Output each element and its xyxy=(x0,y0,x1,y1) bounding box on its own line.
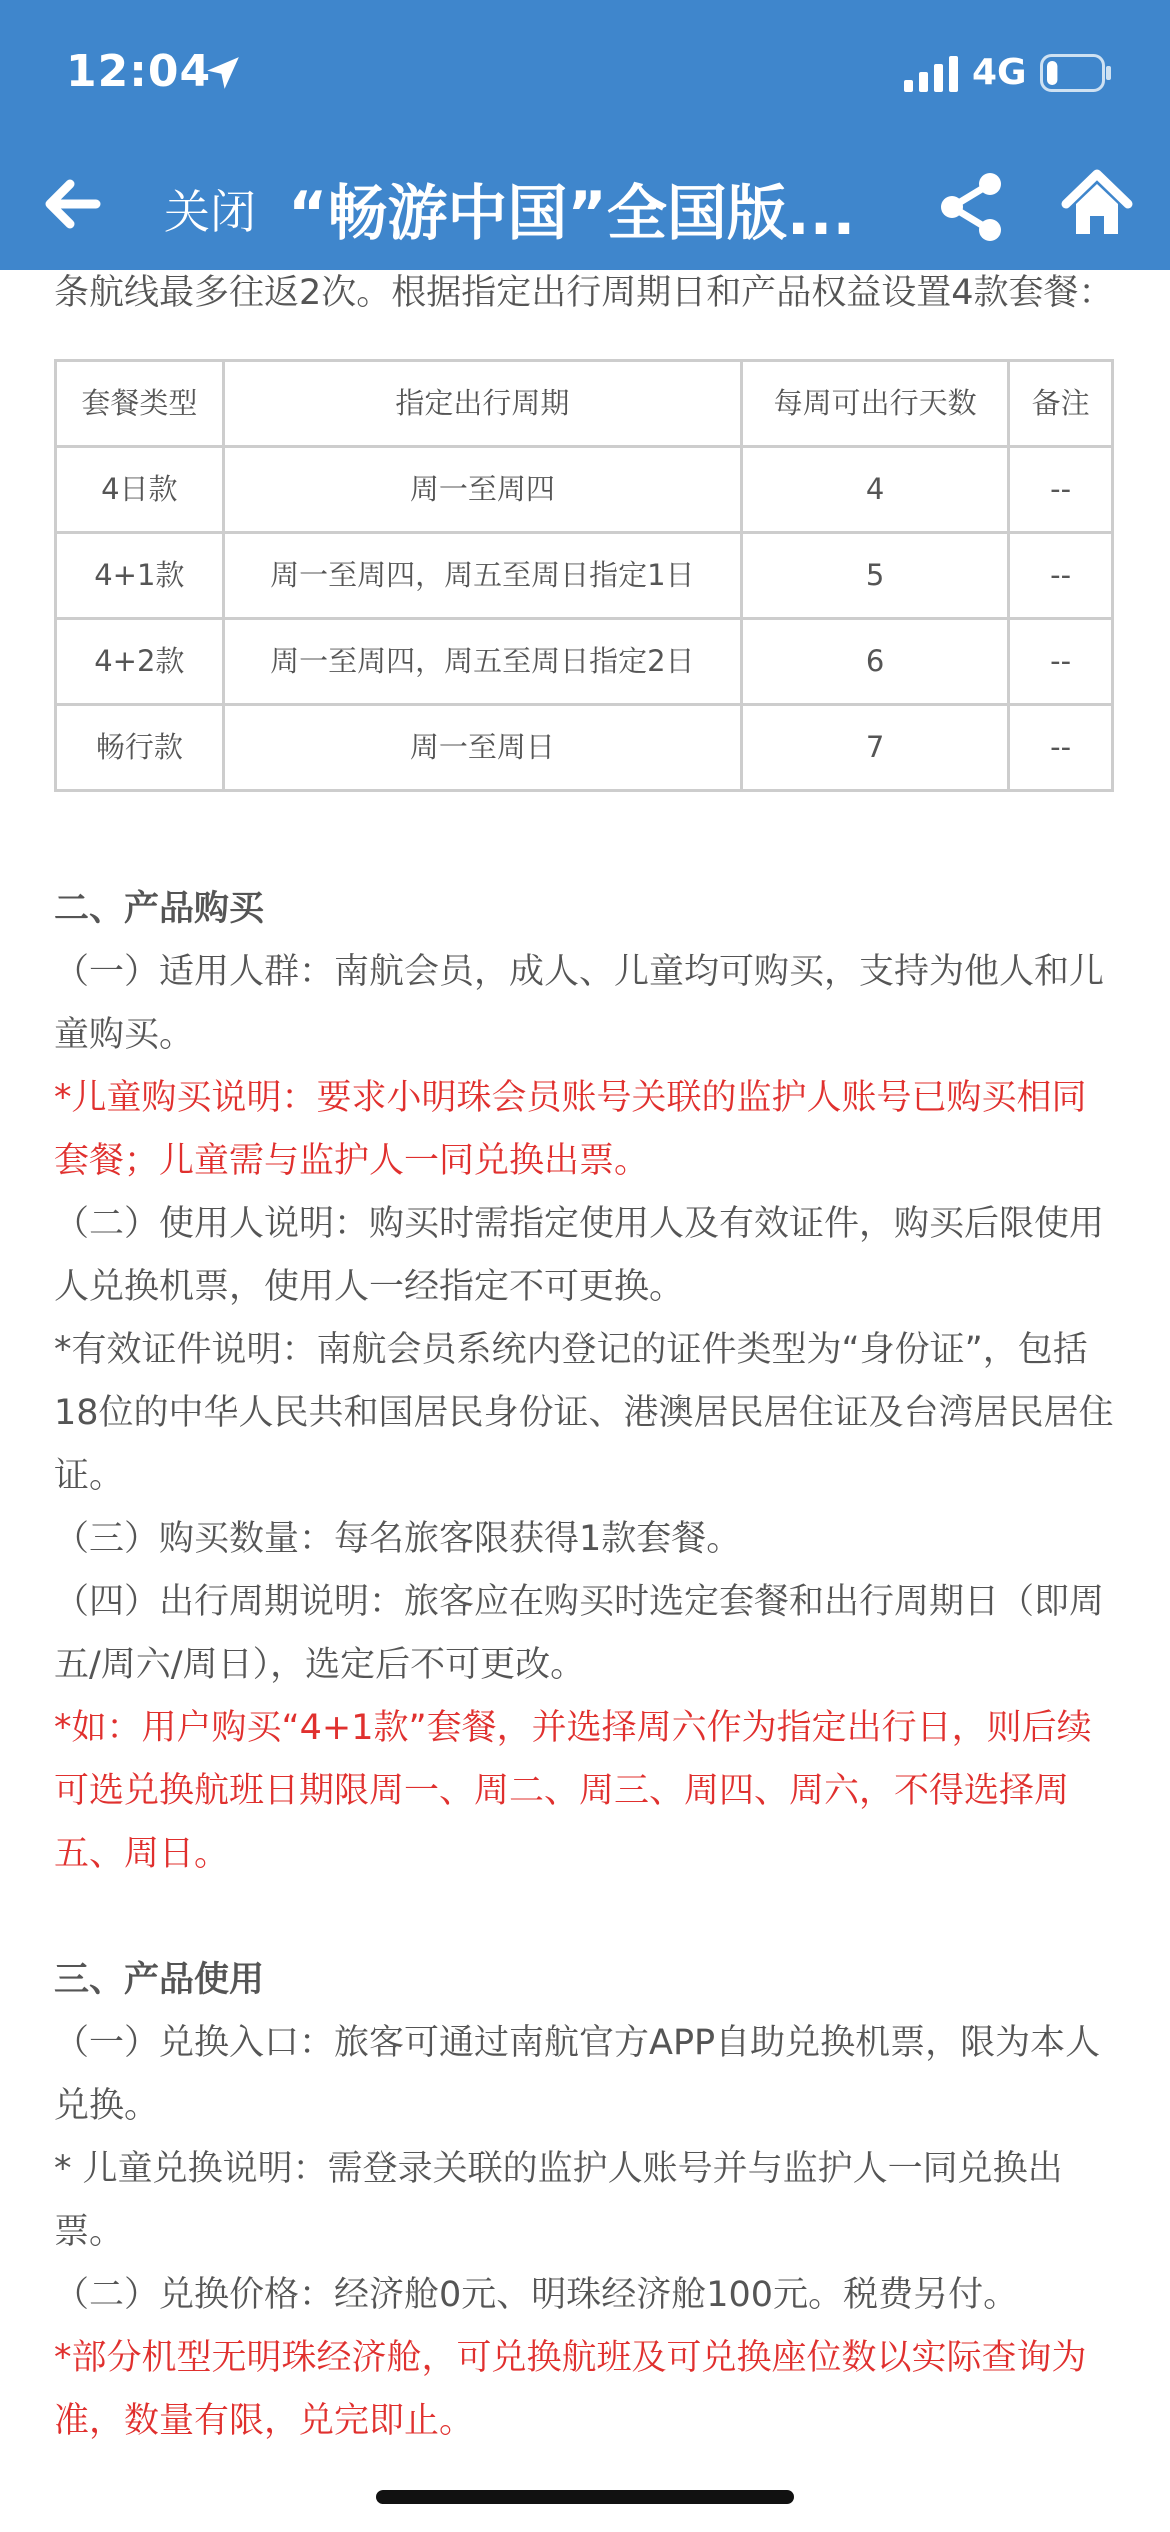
table-cell: 周一至周日 xyxy=(223,705,741,791)
table-cell: 4 xyxy=(742,447,1009,533)
home-icon[interactable] xyxy=(1060,166,1134,240)
red-note: *部分机型无明珠经济舱，可兑换航班及可兑换座位数以实际查询为准，数量有限，兑完即止。 xyxy=(54,2338,1087,2441)
package-table xyxy=(54,359,1114,792)
article-content xyxy=(54,262,1120,2453)
section-heading-usage: 三、产品使用 xyxy=(54,1960,265,2000)
paragraph: （二）使用人说明：购买时需指定使用人及有效证件，购买后限使用人兑换机票，使用人一经指定不可更换。 xyxy=(54,1204,1105,1307)
top-bar xyxy=(0,0,1170,270)
paragraph: *有效证件说明：南航会员系统内登记的证件类型为“身份证”，包括18位的中华人民共和国居民身份证、港澳居民居住证及台湾居民居住证。 xyxy=(54,1330,1114,1496)
paragraph: （四）出行周期说明：旅客应在购买时选定套餐和出行周期日（即周五/周六/周日），选定后不可更改。 xyxy=(54,1582,1105,1685)
table-cell: -- xyxy=(1009,705,1113,791)
table-row xyxy=(56,447,1113,533)
red-note: *如：用户购买“4+1款”套餐，并选择周六作为指定出行日，则后续可选兑换航班日期限周一、周二、周三、周四、周六，不得选择周五、周日。 xyxy=(54,1708,1092,1874)
home-indicator xyxy=(376,2490,794,2504)
table-cell: 周一至周四，周五至周日指定2日 xyxy=(223,619,741,705)
table-cell: 周一至周四 xyxy=(223,447,741,533)
table-header-cell: 每周可出行天数 xyxy=(742,361,1009,447)
table-header-cell: 套餐类型 xyxy=(56,361,224,447)
share-icon[interactable] xyxy=(934,170,1008,244)
section-heading-purchase: 二、产品购买 xyxy=(54,889,265,929)
table-cell: 4日款 xyxy=(56,447,224,533)
table-cell: 7 xyxy=(742,705,1009,791)
table-header-row xyxy=(56,361,1113,447)
table-cell: -- xyxy=(1009,447,1113,533)
location-arrow-icon xyxy=(204,54,242,92)
battery-icon xyxy=(1040,54,1112,92)
paragraph: （一）适用人群：南航会员，成人、儿童均可购买，支持为他人和儿童购买。 xyxy=(54,952,1105,1055)
close-button[interactable]: 关闭 xyxy=(164,185,256,239)
paragraph: （二）兑换价格：经济舱0元、明珠经济舱100元。税费另付。 xyxy=(54,2275,1019,2315)
table-cell: -- xyxy=(1009,533,1113,619)
cellular-signal-icon xyxy=(904,56,960,92)
back-button[interactable] xyxy=(36,168,108,240)
paragraph: （三）购买数量：每名旅客限获得1款套餐。 xyxy=(54,1519,742,1559)
table-row xyxy=(56,705,1113,791)
paragraph: * 儿童兑换说明：需登录关联的监护人账号并与监护人一同兑换出票。 xyxy=(54,2149,1063,2252)
table-cell: 周一至周四，周五至周日指定1日 xyxy=(223,533,741,619)
table-header-cell: 备注 xyxy=(1009,361,1113,447)
page-title: “畅游中国”全国版... xyxy=(288,179,856,249)
table-row xyxy=(56,619,1113,705)
table-row xyxy=(56,533,1113,619)
network-type: 4G xyxy=(972,52,1027,93)
red-note: *儿童购买说明：要求小明珠会员账号关联的监护人账号已购买相同套餐；儿童需与监护人一同兑换出票。 xyxy=(54,1078,1087,1181)
table-cell: 畅行款 xyxy=(56,705,224,791)
status-time: 12:04 xyxy=(66,46,212,97)
table-cell: 5 xyxy=(742,533,1009,619)
table-cell: 6 xyxy=(742,619,1009,705)
spacer xyxy=(54,1886,1120,1949)
table-cell: 4+2款 xyxy=(56,619,224,705)
paragraph: （一）兑换入口：旅客可通过南航官方APP自助兑换机票，限为本人兑换。 xyxy=(54,2023,1101,2126)
table-header-cell: 指定出行周期 xyxy=(223,361,741,447)
intro-text: 条航线最多往返2次。根据指定出行周期日和产品权益设置4款套餐： xyxy=(54,273,1114,313)
table-cell: -- xyxy=(1009,619,1113,705)
table-cell: 4+1款 xyxy=(56,533,224,619)
